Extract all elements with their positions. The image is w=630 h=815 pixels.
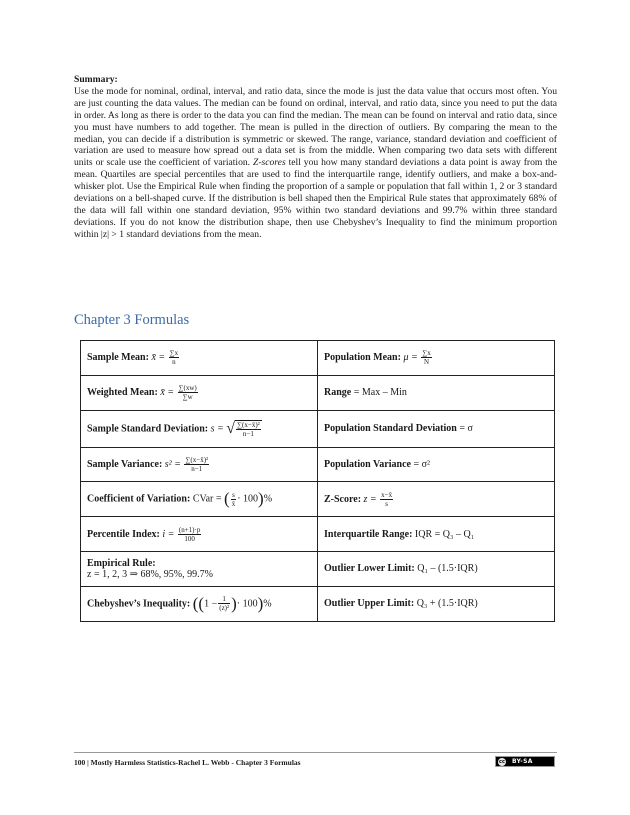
population-mean-cell [318,341,555,376]
formula-label: Population Standard Deviation [324,423,457,435]
summary-zscores: Z-scores [252,157,286,169]
fraction: $\frac{\sum(xw)}{\sum w}$ [178,384,197,402]
formula-label: Percentile Index: [87,528,160,540]
fraction: $\frac{\text{∑(x−x̄)²}}{n-1}$ [237,420,260,438]
formulas-table [80,340,555,622]
formula-expr: = σ [456,423,473,435]
formula-expr: IQR = Q₃ – Q₁ [414,528,475,540]
fraction: $\frac{x-x̄}{s}$ [381,490,393,508]
formula-label: Sample Variance: [87,458,163,470]
formula-unit: % [263,493,273,505]
formula-lhs: CVar = [192,493,222,505]
formula-lhs: i = [162,528,175,540]
fraction: $\frac{\sum x}{N}$ [422,349,431,367]
formula-label: Sample Mean: [87,352,149,364]
fraction: $\frac{\sum x}{n}$ [169,349,179,367]
population-sd-cell [318,410,555,447]
formula-unit: % [263,597,272,609]
range-cell [318,375,555,410]
summary-body-continued: tell you how many standard deviations a data point is away from the mean. Quartiles are special percentiles that are used to find the interquartile range, identify outliers, and make a box-and-whisker plot. Use the Empirical Rule when finding the proportion of a sample or population that fall within 1, 2 or 3 standard deviations on a bell-shaped curve. If the distribution is bell shaped then the Empirical Rule states that approximately 68% of the data will fall within one standard deviation, 95% within two standard deviations and 99.7% within three standard deviations. If you do not know the distribution shape, then use Chebyshev’s Inequality to find the minimum proportion within |z| > 1 standard deviations from the mean. [74,157,557,240]
fraction: $\frac{s}{x̄}$ [231,490,236,508]
formula-expr: = σ² [410,458,430,470]
formula-lhs: s = [210,422,224,434]
formula-label: Coefficient of Variation: [87,493,191,505]
formula-lhs: z = [363,493,377,505]
formula-expr: z = 1, 2, 3 ⇒ 68%, 95%, 99.7% [87,568,213,580]
table-row [81,586,555,621]
cv-cell: Coefficient of Variation: CVar = ( $\frac{s}{x̄}$ · 100)% [81,482,318,517]
empirical-rule-cell [81,551,318,586]
page-footer: 100 | Mostly Harmless Statistics-Rachel L. Webb - Chapter 3 Formulas [74,758,301,767]
summary-body: Use the mode for nominal, ordinal, interval, and ratio data, since the mode is just the data value that occurs most often. You are just counting the data values. The median can be found on ordinal, interval, and ratio data, since you need to put the data in order. As long as there is order to the data you can find the median. The mean can be found on interval and ratio data, since you must have numbers to add together. The mean is pulled in the direction of outliers. By comparing the mean to the median, you can decide if a distribution is symmetric or skewed. The range, variance, standard deviation and coefficient of variation are used to measure how spread out a data set is from the middle. When comparing two data sets with different units or scale use the coefficient of variation. [74,85,557,169]
weighted-mean-cell [81,375,318,410]
formula-label: Outlier Lower Limit: [324,563,415,575]
formula-lhs: s² = [164,458,181,470]
formula-lhs: μ = [403,352,418,364]
summary-section [74,74,557,241]
sample-variance-cell [81,447,318,482]
sample-sd-cell [81,410,318,447]
sqrt-sign: √ $\frac{\text{∑(x−x̄)²}}{n-1}$ [226,419,260,438]
summary-heading: Summary: [74,74,118,85]
formula-label: Range [324,387,352,399]
footer-divider [74,752,557,753]
table-row [81,482,555,517]
table-row [81,410,555,447]
percentile-cell [81,517,318,552]
formula-label: Z-Score: [324,493,362,505]
formula-rest: · 100 [237,493,259,505]
formula-lhs: x̄ = [160,386,175,398]
formula-expr: = Max – Min [351,387,407,399]
cc-icon: cc [499,758,505,765]
formula-label: Weighted Mean: [87,386,158,398]
license-label: BY-SA [512,758,533,765]
fraction: $\frac{(n+1)\cdot p}{100}$ [178,525,201,543]
table-row [81,341,555,376]
chapter-title: Chapter 3 Formulas [74,312,190,328]
zscore-cell [318,482,555,517]
formula-rest: · 100 [236,597,258,609]
formula-expr: Q₁ – (1.5·IQR) [417,563,478,575]
fraction: $\frac{\text{∑(x−x̄)²}}{n-1}$ [185,455,209,473]
table-row [81,375,555,410]
cc-license-badge[interactable] [495,756,555,767]
table-row [81,551,555,586]
fraction: $\frac{1}{\text{(z)²}}$ [219,595,230,613]
formula-label: Population Mean: [324,352,401,364]
chebyshev-cell: Chebyshev’s Inequality: ((1 − $\frac{1}{\text{(z)²}}$ )· 100)% [81,586,318,621]
outlier-lower-cell [318,551,555,586]
formula-lhs: x̄ = [151,352,166,364]
iqr-cell [318,517,555,552]
formula-pre: 1 − [204,597,218,609]
formula-expr: Q₃ + (1.5·IQR) [416,598,478,610]
table-row [81,517,555,552]
outlier-upper-cell [318,586,555,621]
formula-label: Outlier Upper Limit: [324,598,415,610]
sample-mean-cell [81,341,318,376]
formula-label: Empirical Rule: [87,557,156,569]
formula-label: Sample Standard Deviation: [87,422,209,434]
formula-label: Population Variance [324,458,411,470]
formula-label: Chebyshev’s Inequality: [87,597,191,609]
table-row [81,447,555,482]
formula-label: Interquartile Range: [324,528,413,540]
population-variance-cell [318,447,555,482]
